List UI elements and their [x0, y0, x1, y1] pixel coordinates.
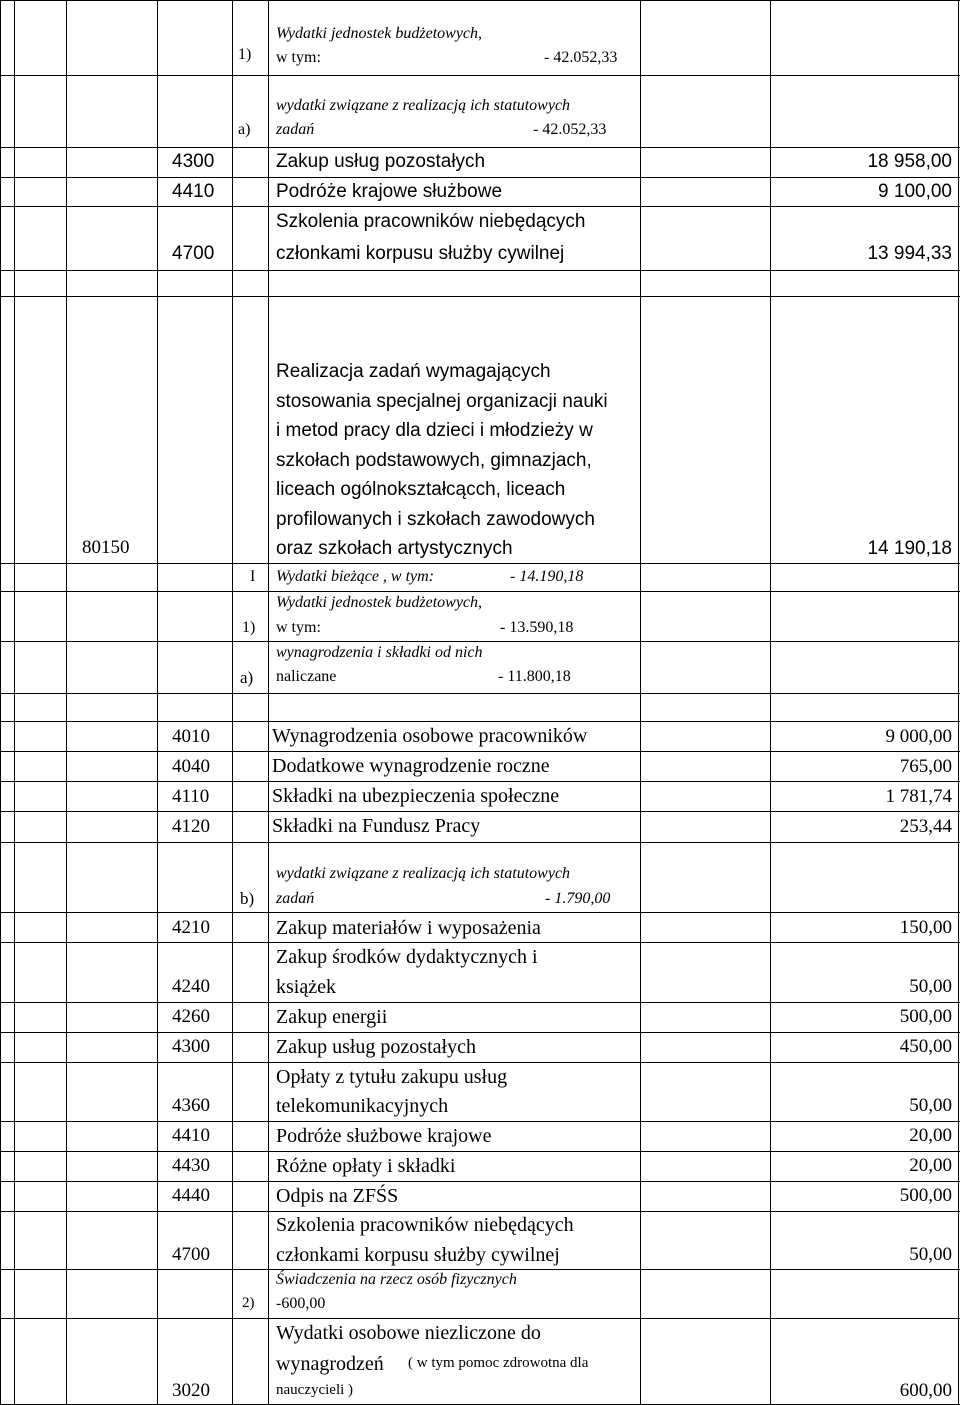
item-name: Podróże służbowe krajowe	[276, 1125, 492, 1147]
row-amount: - 13.590,18	[500, 619, 574, 636]
row-text: Wydatki jednostek budżetowych,	[276, 594, 483, 611]
item-name: Wynagrodzenia osobowe pracowników	[272, 725, 588, 747]
item-amount: 600,00	[899, 1380, 952, 1401]
item-code: 4040	[172, 756, 210, 777]
item-name: Dodatkowe wynagrodzenie roczne	[272, 755, 550, 777]
item-amount: 50,00	[909, 976, 952, 997]
row-marker: a)	[238, 121, 251, 138]
row-text: zadań	[276, 121, 315, 138]
item-amount: 13 994,33	[867, 243, 952, 264]
row-text: wydatki związane z realizacją ich statutowych	[276, 865, 571, 882]
item-code: 4010	[172, 726, 210, 747]
row-text: Świadczenia na rzecz osób fizycznych	[276, 1271, 517, 1288]
row-text: zadań	[276, 890, 315, 907]
row-amount: - 14.190,18	[510, 568, 584, 585]
item-name: Zakup usług pozostałych	[276, 151, 486, 172]
item-amount: 150,00	[899, 917, 952, 938]
row-text: w tym:	[276, 49, 321, 66]
item-amount: 450,00	[899, 1036, 952, 1057]
row-text: Wydatki jednostek budżetowych,	[276, 25, 483, 42]
item-name: Składki na ubezpieczenia społeczne	[272, 785, 560, 807]
section-code: 80150	[82, 537, 130, 558]
row-text: Wydatki bieżące , w tym:	[276, 568, 435, 585]
item-code: 4410	[172, 1125, 210, 1146]
item-amount: 765,00	[899, 756, 952, 777]
item-amount: 500,00	[899, 1185, 952, 1206]
row-text: naliczane	[276, 668, 337, 685]
item-name: Różne opłaty i składki	[276, 1155, 456, 1177]
item-amount: 9 100,00	[878, 181, 952, 202]
item-name: Wydatki osobowe niezliczone do	[276, 1322, 541, 1344]
item-amount: 50,00	[909, 1095, 952, 1116]
item-name: Szkolenia pracowników niebędących	[276, 1214, 574, 1236]
row-amount: - 42.052,33	[544, 49, 618, 66]
item-code: 4300	[172, 151, 215, 172]
item-name: telekomunikacyjnych	[276, 1095, 449, 1117]
section-title: Realizacja zadań wymagających	[276, 361, 551, 382]
item-code: 4120	[172, 816, 210, 837]
item-name: Odpis na ZFŚS	[276, 1185, 399, 1207]
item-amount: 50,00	[909, 1244, 952, 1265]
item-code: 4260	[172, 1006, 210, 1027]
item-code: 4240	[172, 976, 210, 997]
row-marker: a)	[240, 668, 254, 687]
item-code: 4430	[172, 1155, 210, 1176]
row-amount: -600,00	[276, 1295, 326, 1312]
item-name: Podróże krajowe służbowe	[276, 181, 503, 202]
item-name: Zakup energii	[276, 1006, 388, 1028]
item-name: Opłaty z tytułu zakupu usług	[276, 1066, 508, 1088]
row-marker: I	[250, 568, 256, 585]
item-name: Zakup środków dydaktycznych i	[276, 946, 538, 968]
section-title: stosowania specjalnej organizacji nauki	[276, 391, 608, 412]
section-title: profilowanych i szkołach zawodowych	[276, 509, 595, 530]
item-code: 4440	[172, 1185, 210, 1206]
row-text: wynagrodzenia i składki od nich	[276, 644, 483, 661]
row-text: w tym:	[276, 619, 321, 636]
row-marker: 2)	[242, 1295, 255, 1311]
item-amount: 18 958,00	[867, 151, 952, 172]
item-amount: 9 000,00	[885, 726, 952, 747]
item-code: 4410	[172, 181, 215, 202]
item-code: 4210	[172, 917, 210, 938]
row-marker: b)	[240, 889, 255, 908]
item-code: 4360	[172, 1095, 210, 1116]
section-title: oraz szkołach artystycznych	[276, 538, 513, 559]
section-title: szkołach podstawowych, gimnazjach,	[276, 450, 592, 471]
item-name-note: ( w tym pomoc zdrowotna dla	[408, 1355, 589, 1371]
row-amount: - 1.790,00	[545, 890, 611, 907]
item-code: 3020	[172, 1380, 210, 1401]
item-amount: 1 781,74	[885, 786, 952, 807]
row-amount: - 42.052,33	[533, 121, 607, 138]
item-amount: 253,44	[899, 816, 952, 837]
item-name: książek	[276, 976, 336, 998]
item-code: 4700	[172, 1244, 210, 1265]
item-amount: 20,00	[909, 1155, 952, 1176]
section-title: liceach ogólnokształcącch, liceach	[276, 479, 566, 500]
item-amount: 20,00	[909, 1125, 952, 1146]
item-name: Zakup usług pozostałych	[276, 1036, 476, 1058]
row-text: wydatki związane z realizacją ich statutowych	[276, 97, 571, 114]
item-name: członkami korpusu służby cywilnej	[276, 1244, 560, 1266]
item-amount: 500,00	[899, 1006, 952, 1027]
section-title: i metod pracy dla dzieci i młodzieży w	[276, 420, 593, 441]
item-code: 4110	[172, 786, 210, 807]
section-amount: 14 190,18	[867, 538, 952, 559]
row-marker: 1)	[238, 46, 252, 63]
item-name: Składki na Fundusz Pracy	[272, 815, 481, 837]
item-name: Szkolenia pracowników niebędących	[276, 211, 586, 232]
item-name: wynagrodzeń	[276, 1353, 384, 1375]
row-amount: - 11.800,18	[498, 668, 571, 685]
item-code: 4300	[172, 1036, 210, 1057]
item-name-note: nauczycieli )	[276, 1382, 354, 1398]
item-name: Zakup materiałów i wyposażenia	[276, 917, 541, 939]
item-name: członkami korpusu służby cywilnej	[276, 243, 565, 264]
item-code: 4700	[172, 243, 215, 264]
row-marker: 1)	[242, 619, 256, 636]
